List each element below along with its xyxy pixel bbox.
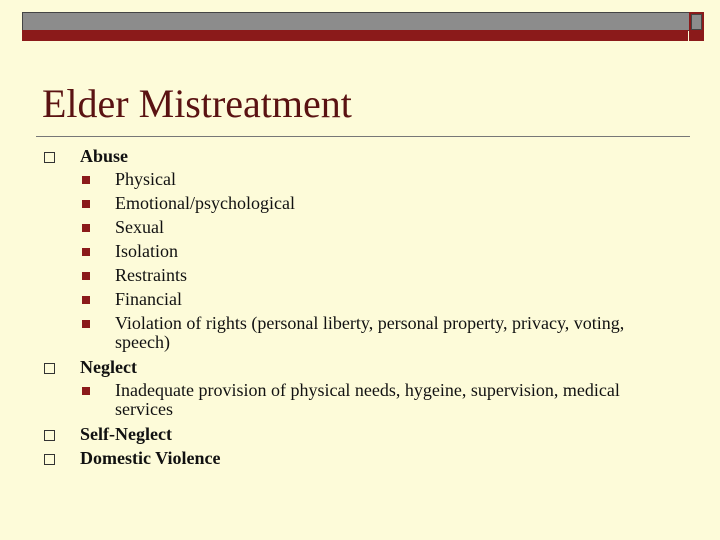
hollow-square-bullet-icon — [44, 430, 55, 441]
bullet-label: Abuse — [80, 146, 129, 166]
sub-bullet-label: Inadequate provision of physical needs, hygeine, supervision, medical services — [115, 380, 620, 419]
decor-accent-bar — [22, 30, 688, 41]
hollow-square-bullet-icon — [44, 152, 55, 163]
sub-bullet-item — [0, 379, 720, 422]
sub-bullet-item — [0, 192, 720, 216]
filled-square-bullet-icon — [82, 200, 90, 208]
filled-square-bullet-icon — [82, 224, 90, 232]
decor-top-bar — [22, 12, 690, 31]
sub-bullet-label: Financial — [115, 289, 182, 309]
filled-square-bullet-icon — [82, 248, 90, 256]
sub-bullet-label: Emotional/psychological — [115, 193, 295, 213]
bullet-label: Domestic Violence — [80, 448, 221, 468]
sub-bullet-item — [0, 216, 720, 240]
filled-square-bullet-icon — [82, 387, 90, 395]
sub-bullet-label: Isolation — [115, 241, 178, 261]
title-divider — [36, 136, 690, 137]
bullet-item-abuse — [0, 144, 720, 168]
filled-square-bullet-icon — [82, 272, 90, 280]
filled-square-bullet-icon — [82, 296, 90, 304]
bullet-item-neglect — [0, 355, 720, 379]
hollow-square-bullet-icon — [44, 454, 55, 465]
bullet-item-self-neglect — [0, 422, 720, 446]
filled-square-bullet-icon — [82, 176, 90, 184]
sub-bullet-label: Physical — [115, 169, 176, 189]
decor-corner-block — [689, 12, 704, 41]
sub-bullet-label: Restraints — [115, 265, 187, 285]
bullet-item-domestic-violence — [0, 446, 720, 470]
sub-bullet-item — [0, 240, 720, 264]
hollow-square-bullet-icon — [44, 363, 55, 374]
slide-content — [0, 144, 720, 470]
sub-bullet-item — [0, 168, 720, 192]
slide-title: Elder Mistreatment — [42, 81, 352, 126]
sub-bullet-item — [0, 264, 720, 288]
sub-bullet-label: Violation of rights (personal liberty, personal property, privacy, voting, speech) — [115, 313, 625, 352]
sub-bullet-item — [0, 312, 720, 355]
sub-bullet-label: Sexual — [115, 217, 164, 237]
bullet-label: Self-Neglect — [80, 424, 172, 444]
decor-corner-inner — [691, 14, 702, 30]
sub-bullet-item — [0, 288, 720, 312]
bullet-label: Neglect — [80, 357, 137, 377]
filled-square-bullet-icon — [82, 320, 90, 328]
